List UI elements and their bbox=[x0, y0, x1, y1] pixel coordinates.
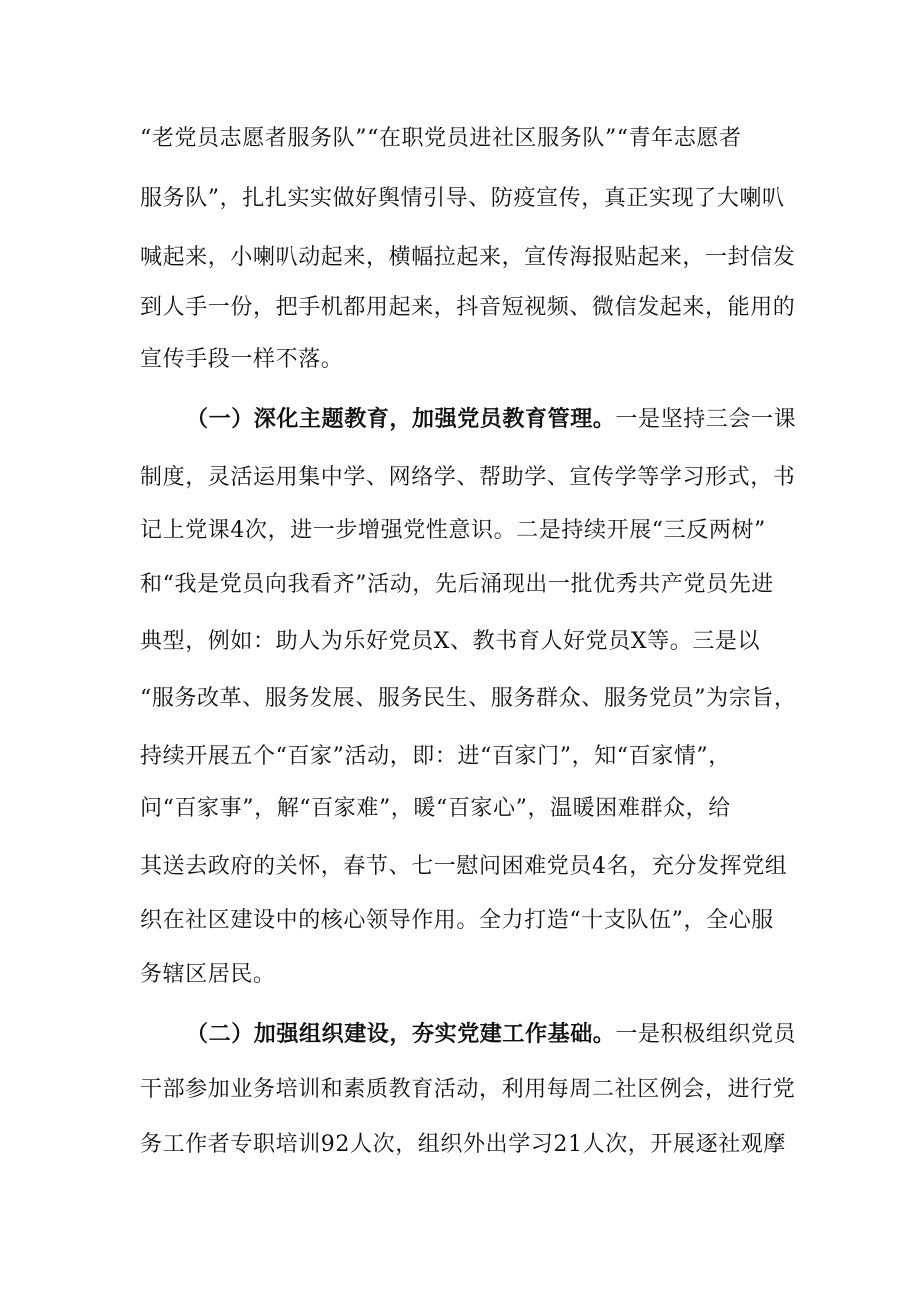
para2-heading: （一）深化主题教育，加强党员教育管理。 bbox=[186, 406, 616, 432]
para2-line-1-text: 一是坚持三会一课 bbox=[615, 407, 797, 432]
para3-line-2: 干部参加业务培训和素质教育活动，利用每周二社区例会，进行党 bbox=[140, 1077, 796, 1102]
para2-line-10: 织在社区建设中的核心领导作用。全力打造“十支队伍”，全心服 bbox=[140, 908, 774, 933]
para3-heading: （二）加强组织建设，夯实党建工作基础。 bbox=[186, 1021, 616, 1047]
para2-line-6: “服务改革、服务发展、服务民生、服务群众、服务党员”为宗旨， bbox=[140, 686, 797, 711]
para2-line-1 bbox=[186, 404, 796, 435]
para2-line-7: 持续开展五个“百家”活动，即：进“百家门”，知“百家情”， bbox=[140, 744, 731, 769]
para2-line-3: 记上党课4次，进一步增强党性意识。二是持续开展“三反两树” bbox=[140, 518, 766, 543]
para2-line-8: 问“百家事”，解“百家难”，暖“百家心”，温暖困难群众，给 bbox=[140, 796, 731, 821]
para1-line-4: 到人手一份，把手机都用起来，抖音短视频、微信发起来，能用的 bbox=[140, 295, 796, 320]
para1-line-2: 服务队”，扎扎实实做好舆情引导、防疫宣传，真正实现了大喇叭 bbox=[140, 186, 785, 211]
para2-line-9: 其送去政府的关怀，春节、七一慰问困难党员4名，充分发挥党组 bbox=[140, 854, 788, 879]
para3-line-1 bbox=[186, 1019, 796, 1050]
para3-line-1-text: 一是积极组织党员 bbox=[615, 1022, 797, 1047]
para3-line-3: 务工作者专职培训92人次，组织外出学习21人次，开展逐社观摩 bbox=[140, 1132, 786, 1157]
para2-line-2: 制度，灵活运用集中学、网络学、帮助学、宣传学等学习形式，书 bbox=[140, 465, 796, 490]
para2-line-5: 典型，例如：助人为乐好党员X、教书育人好党员X等。三是以 bbox=[140, 629, 761, 654]
para1-line-1: “老党员志愿者服务队”“在职党员进社区服务队”“青年志愿者 bbox=[140, 126, 742, 151]
para1-line-5: 宣传手段一样不落。 bbox=[140, 347, 344, 372]
para2-line-11: 务辖区居民。 bbox=[140, 962, 276, 987]
para2-line-4: 和“我是党员向我看齐”活动，先后涌现出一批优秀共产党员先进 bbox=[140, 572, 774, 597]
para1-line-3: 喊起来，小喇叭动起来，横幅拉起来，宣传海报贴起来，一封信发 bbox=[140, 245, 796, 270]
